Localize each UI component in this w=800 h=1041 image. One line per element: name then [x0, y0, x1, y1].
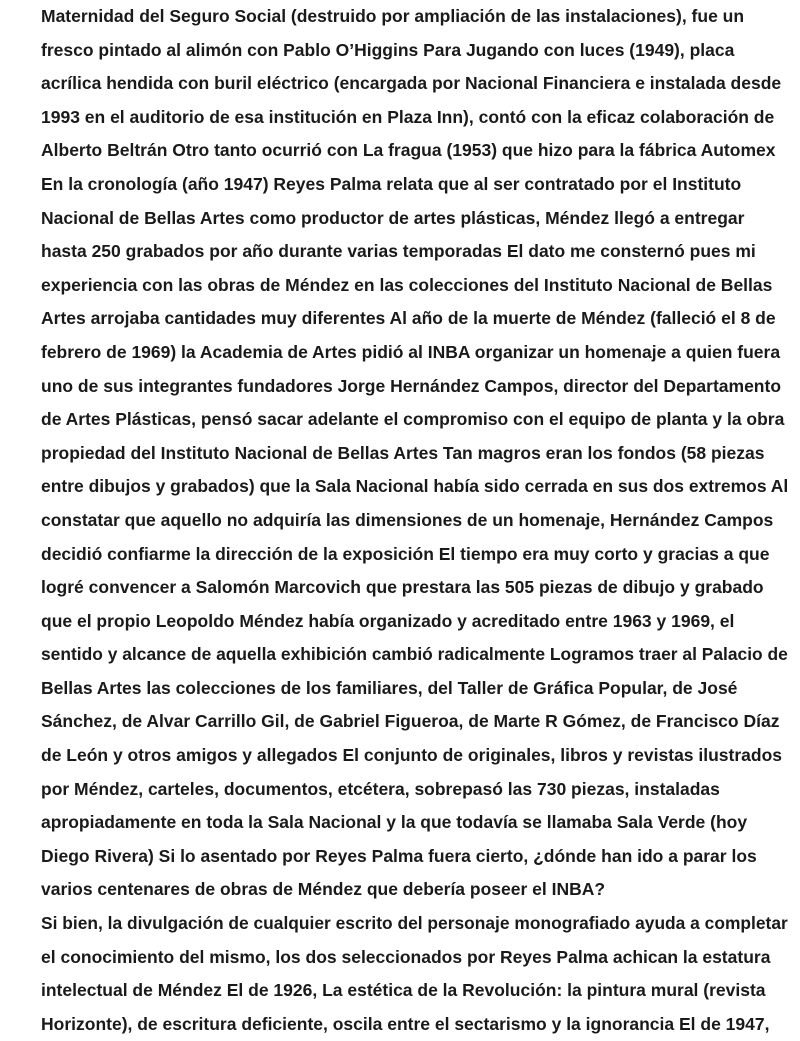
text-line: Maternidad del Seguro Social (destruido por ampliación de las instalaciones), fue un — [41, 6, 745, 26]
text-line: constatar que aquello no adquiría las dimensiones de un homenaje, Hernández Campos — [41, 509, 774, 530]
text-line: Alberto Beltrán Otro tanto ocurrió con La fragua (1953) que hizo para la fábrica Automex — [41, 140, 776, 161]
text-line: 1993 en el auditorio de esa institución en Plaza Inn), contó con la eficaz colaboración de — [41, 106, 775, 127]
text-line: Artes arrojaba cantidades muy diferentes Al año de la muerte de Méndez (falleció el 8 de — [41, 308, 776, 329]
text-line: fresco pintado al alimón con Pablo O’Higgins Para Jugando con luces (1949), placa — [41, 39, 735, 60]
text-line: experiencia con las obras de Méndez en las colecciones del Instituto Nacional de Bellas — [41, 274, 773, 295]
text-line: propiedad del Instituto Nacional de Bellas Artes Tan magros eran los fondos (58 piezas — [41, 442, 765, 463]
text-line: decidió confiarme la dirección de la exposición El tiempo era muy corto y gracias a que — [41, 543, 770, 564]
text-line: Si bien, la divulgación de cualquier escrito del personaje monografiado ayuda a completar — [41, 913, 788, 934]
text-line: logré convencer a Salomón Marcovich que prestara las 505 piezas de dibujo y grabado — [41, 577, 764, 598]
text-line: de Artes Plásticas, pensó sacar adelante el compromiso con el equipo de planta y la obra — [41, 409, 785, 430]
text-line: el conocimiento del mismo, los dos seleccionados por Reyes Palma achican la estatura — [41, 946, 771, 967]
paragraph-1 — [41, 0, 789, 907]
text-line: febrero de 1969) la Academia de Artes pidió al INBA organizar un homenaje a quien fuera — [41, 341, 781, 362]
paragraph-2 — [41, 907, 788, 1041]
article-body — [41, 0, 789, 1041]
text-line: Bellas Artes las colecciones de los familiares, del Taller de Gráfica Popular, de José — [41, 677, 738, 698]
text-line: Sánchez, de Alvar Carrillo Gil, de Gabriel Figueroa, de Marte R Gómez, de Francisco Díaz — [41, 711, 780, 732]
text-line: uno de sus integrantes fundadores Jorge Hernández Campos, director del Departamento — [41, 375, 782, 396]
text-line: por Méndez, carteles, documentos, etcétera, sobrepasó las 730 piezas, instaladas — [41, 778, 720, 799]
text-line: hasta 250 grabados por año durante varias temporadas El dato me consternó pues mi — [41, 241, 756, 262]
text-line: Horizonte), de escritura deficiente, oscila entre el sectarismo y la ignorancia El de 1947, — [41, 1013, 770, 1034]
text-line: que el propio Leopoldo Méndez había organizado y acreditado entre 1963 y 1969, el — [41, 610, 735, 631]
text-line: En la cronología (año 1947) Reyes Palma relata que al ser contratado por el Instituto — [41, 173, 742, 194]
text-line: de León y otros amigos y allegados El conjunto de originales, libros y revistas ilustrados — [41, 745, 783, 766]
text-line: apropiadamente en toda la Sala Nacional y la que todavía se llamaba Sala Verde (hoy — [41, 812, 748, 833]
text-line: sentido y alcance de aquella exhibición cambió radicalmente Logramos traer al Palacio de — [41, 644, 788, 665]
text-line: Diego Rivera) Si lo asentado por Reyes Palma fuera cierto, ¿dónde han ido a parar los — [41, 845, 757, 866]
text-line: intelectual de Méndez El de 1926, La estética de la Revolución: la pintura mural (revista — [41, 980, 766, 1001]
text-line: Nacional de Bellas Artes como productor de artes plásticas, Méndez llegó a entregar — [41, 207, 745, 228]
text-line: entre dibujos y grabados) que la Sala Nacional había sido cerrada en sus dos extremos Al — [41, 476, 789, 497]
text-line: acrílica hendida con buril eléctrico (encargada por Nacional Financiera e instalada desde — [41, 73, 782, 94]
text-line: varios centenares de obras de Méndez que debería poseer el INBA? — [41, 879, 606, 900]
